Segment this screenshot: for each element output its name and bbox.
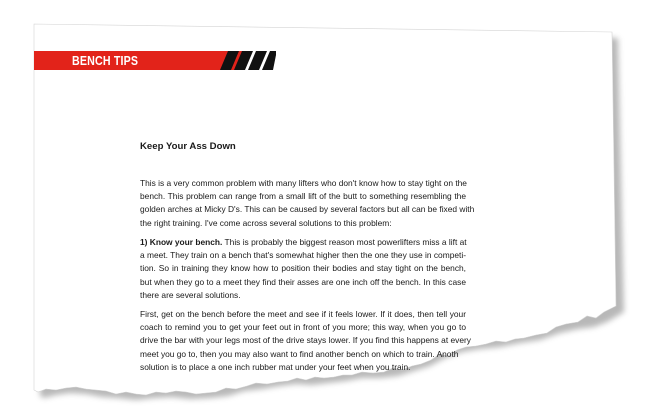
paragraph-line: solution is to place a one inch rubber mat under your feet when you train. (140, 361, 411, 372)
paragraph-line: but when they go to a meet they find their asses are one inch off the bench. In this case (140, 276, 466, 287)
paragraph-line: the right training. I've come across several solutions to this problem: (140, 217, 392, 228)
paragraph-line: This is a very common problem with many lifters who don't know how to stay tight on the (140, 178, 467, 188)
paragraph-line-text: This is probably the biggest reason most powerlifters miss a lift at (222, 237, 467, 247)
paragraph-line: bench. This problem can range from a small lift of the butt to something resembling the (140, 191, 466, 202)
paragraph-line: there are several solutions. (140, 289, 241, 300)
paragraph-line: coach to remind you to get your feet out in front of you more; this way, when you go to (140, 322, 466, 333)
paragraph-line: tion. So in training they know how to position their bodies and stay tight on the bench, (140, 263, 466, 274)
paragraph-line: First, get on the bench before the meet and see if it feels lower. If it does, then tell your (140, 309, 466, 319)
paragraph-line: drive the bar with your legs most of the drive stays lower. If you find this happens at every (140, 335, 471, 346)
section-title: BENCH TIPS (72, 53, 139, 68)
article-title: Keep Your Ass Down (140, 141, 236, 152)
header-stripes-decoration (212, 51, 276, 70)
paragraph-lead: 1) Know your bench. (140, 237, 223, 247)
paragraph-line: meet you go to, then you may also want to find another bench on which to train. Anoth (140, 348, 459, 359)
paragraph-know-your-bench (140, 236, 466, 302)
paragraph-first-get-on-bench (140, 308, 471, 374)
paragraph-line: a meet. They train on a bench that's somewhat higher then the one they use in competi- (140, 250, 466, 261)
paragraph-line (140, 236, 466, 249)
paragraph-line: golden arches at Micky D's. This can be caused by several factors but all can be fixed with (140, 204, 475, 215)
paragraph-intro (140, 177, 475, 230)
